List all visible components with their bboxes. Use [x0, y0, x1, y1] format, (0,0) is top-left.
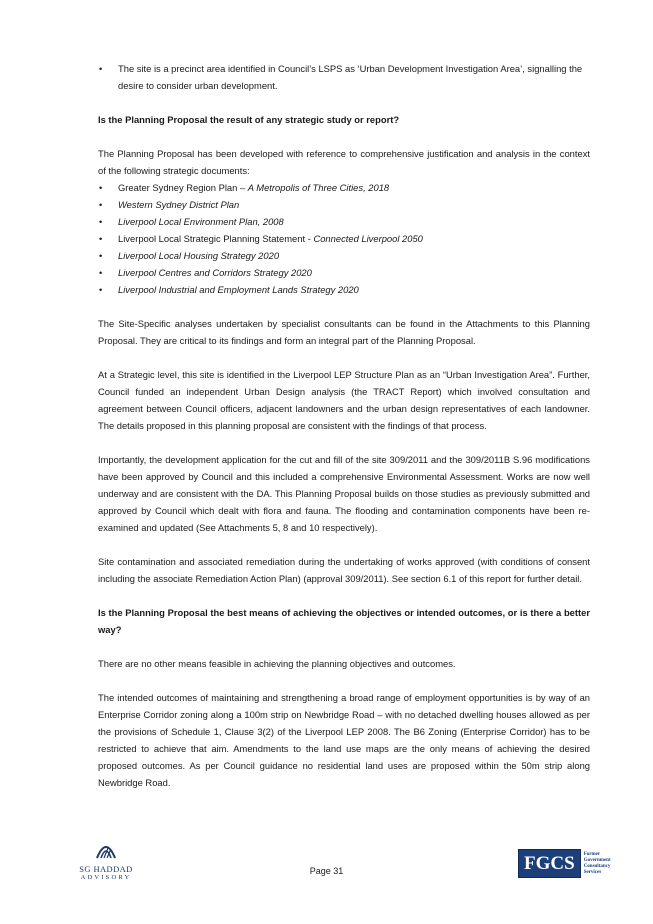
page-body [98, 60, 590, 791]
list-item: • Liverpool Industrial and Employment Lands Strategy 2020 [98, 281, 590, 298]
list-item: • Western Sydney District Plan [98, 196, 590, 213]
heading-strategic-study: Is the Planning Proposal the result of any strategic study or report? [98, 114, 400, 125]
sg-haddad-emblem-icon [93, 838, 119, 860]
list-item: • Greater Sydney Region Plan – A Metropolis of Three Cities, 2018 [98, 179, 590, 196]
paragraph-development-application: Importantly, the development application for the cut and fill of the site 309/2011 and the 309/2011B S.96 modifications have been approved by Council and this included a comprehensive Environmental Assessment. Works are now well underway and are consistent with the DA. This Planning Proposal builds on those studies as previously submitted and approved by Council which dealt with flora and fauna. The flooding and contamination components have been re-examined and updated (See Attachments 5, 8 and 10 respectively). [98, 454, 590, 533]
list-item: • Liverpool Centres and Corridors Strategy 2020 [98, 264, 590, 281]
paragraph-strategic-level: At a Strategic level, this site is identified in the Liverpool LEP Structure Plan as an “Urban Investigation Area”. Further, Council funded an independent Urban Design analysis (the TRACT Report) which involved consultation and agreement between Council officers, adjacent landowners and the urban design representatives of each landowner. The details proposed in this planning proposal are consistent with the findings of that process. [98, 369, 590, 431]
sg-haddad-logo-subtitle: ADVISORY [80, 874, 132, 881]
paragraph-strategic-context: The Planning Proposal has been developed with reference to comprehensive justification and analysis in the context of the following strategic documents: [98, 148, 590, 176]
paragraph-intended-outcomes: The intended outcomes of maintaining and strengthening a broad range of employment opportunities is by way of an Enterprise Corridor zoning along a 100m strip on Newbridge Road – with no detached dwelling houses allowed as per the provisions of Schedule 1, Clause 3(2) of the Liverpool LEP 2008. The B6 Zoning (Enterprise Corridor) has to be restricted to achieve that aim. Amendments to the land use maps are the only means of achieving the desired proposed outcomes. As per Council guidance no residential land uses are proposed within the 50m strip along Newbridge Road. [98, 692, 590, 788]
sg-haddad-logo-name: SG HADDAD [79, 864, 133, 874]
intro-bullet-list [98, 60, 590, 94]
fgcs-logo-abbreviation: FGCS [518, 849, 581, 878]
fgcs-logo-words: Former Government Consultancy Services [583, 851, 611, 875]
strategic-documents-list [98, 179, 590, 298]
list-item: • Liverpool Local Housing Strategy 2020 [98, 247, 590, 264]
list-item: • Liverpool Local Strategic Planning Statement - Connected Liverpool 2050 [98, 230, 590, 247]
heading-best-means: Is the Planning Proposal the best means of achieving the objectives or intended outcomes, or is there a better way? [98, 607, 590, 635]
intro-bullet: • The site is a precinct area identified in Council’s LSPS as ‘Urban Development Investigation Area’, signalling the desire to consider urban development. [98, 60, 590, 94]
paragraph-site-contamination: Site contamination and associated remediation during the undertaking of works approved (with conditions of consent including the associate Remediation Action Plan) (approval 309/2011). See section 6.1 of this report for further detail. [98, 556, 590, 584]
fgcs-logo [518, 849, 611, 878]
paragraph-site-specific-analyses: The Site-Specific analyses undertaken by specialist consultants can be found in the Attachments to this Planning Proposal. They are critical to its findings and form an integral part of the Planning Proposal. [98, 318, 590, 346]
list-item: • Liverpool Local Environment Plan, 2008 [98, 213, 590, 230]
paragraph-no-other-means: There are no other means feasible in achieving the planning objectives and outcomes. [98, 658, 456, 669]
page-number: Page 31 [309, 866, 344, 876]
